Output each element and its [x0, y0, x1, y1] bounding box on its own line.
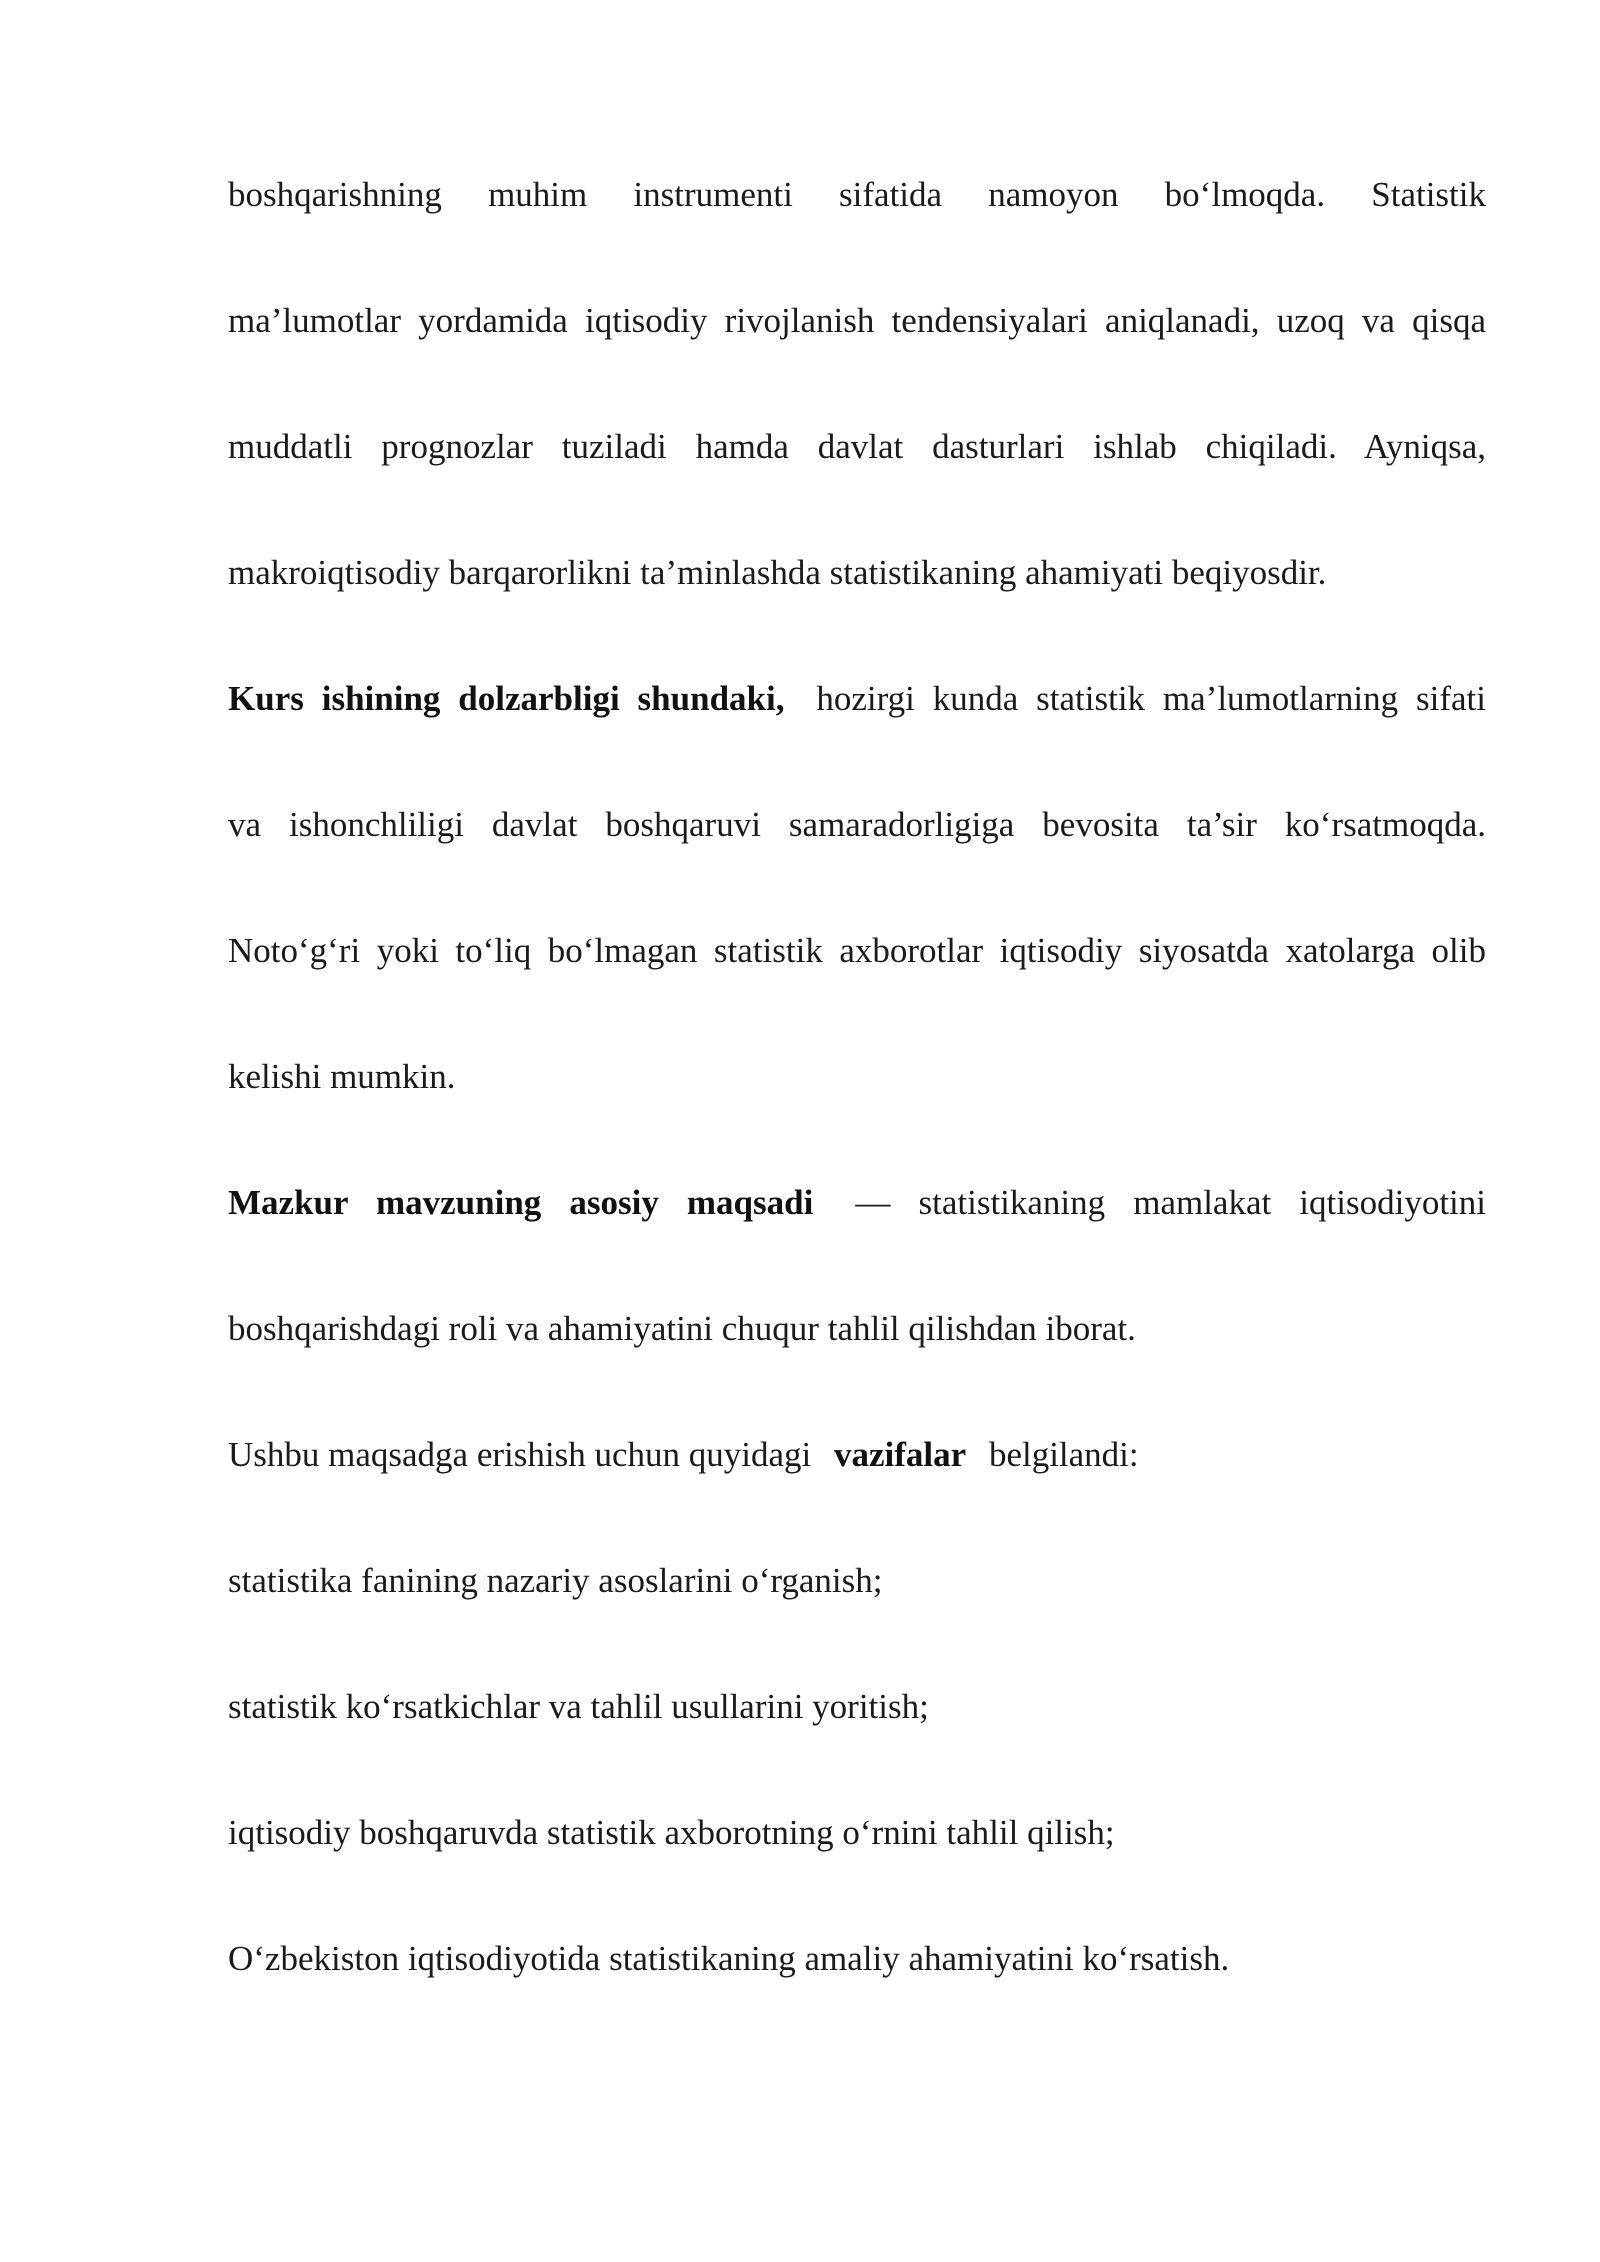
tasks-intro-before: Ushbu maqsadga erishish uchun quyidagi — [228, 1435, 812, 1474]
intro-line-2: ma’lumotlar yordamida iqtisodiy rivojlanish tendensiyalari aniqlanadi, uzoq va qisqa — [228, 301, 1486, 340]
relevance-line-1 — [228, 654, 1486, 744]
goal-line-1 — [228, 1158, 1486, 1248]
tasks-heading: vazifalar — [834, 1435, 967, 1474]
tasks-intro-after: belgilandi: — [988, 1435, 1139, 1474]
task-item: O‘zbekiston iqtisodiyotida statistikaning amaliy ahamiyatini ko‘rsatish. — [228, 1939, 1230, 1978]
task-item: statistik ko‘rsatkichlar va tahlil usullarini yoritish; — [228, 1687, 929, 1726]
relevance-line-2: va ishonchliligi davlat boshqaruvi samaradorligiga bevosita ta’sir ko‘rsatmoqda. — [228, 805, 1486, 844]
intro-line-4: makroiqtisodiy barqarorlikni ta’minlashda statistikaning ahamiyati beqiyosdir. — [228, 553, 1327, 592]
relevance-line-4: kelishi mumkin. — [228, 1057, 456, 1096]
relevance-line-3: Noto‘g‘ri yoki to‘liq bo‘lmagan statistik axborotlar iqtisodiy siyosatda xatolarga olib — [228, 931, 1486, 970]
goal-line-2: boshqarishdagi roli va ahamiyatini chuqur tahlil qilishdan iborat. — [228, 1309, 1136, 1348]
intro-line-1: boshqarishning muhim instrumenti sifatida namoyon bo‘lmoqda. Statistik — [228, 175, 1486, 214]
intro-line-3: muddatli prognozlar tuziladi hamda davlat dasturlari ishlab chiqiladi. Ayniqsa, — [228, 427, 1486, 466]
document-body — [228, 150, 1486, 2040]
relevance-heading: Kurs ishining dolzarbligi shundaki, — [228, 679, 785, 718]
tasks-intro — [228, 1410, 1486, 1536]
goal-line-1-text: — statistikaning mamlakat iqtisodiyotini — [855, 1183, 1486, 1222]
task-item: iqtisodiy boshqaruvda statistik axborotning o‘rnini tahlil qilish; — [228, 1813, 1115, 1852]
relevance-line-1-text: hozirgi kunda statistik ma’lumotlarning sifati — [816, 679, 1486, 718]
task-item: statistika fanining nazariy asoslarini o‘rganish; — [228, 1561, 883, 1600]
goal-heading: Mazkur mavzuning asosiy maqsadi — [228, 1183, 814, 1222]
